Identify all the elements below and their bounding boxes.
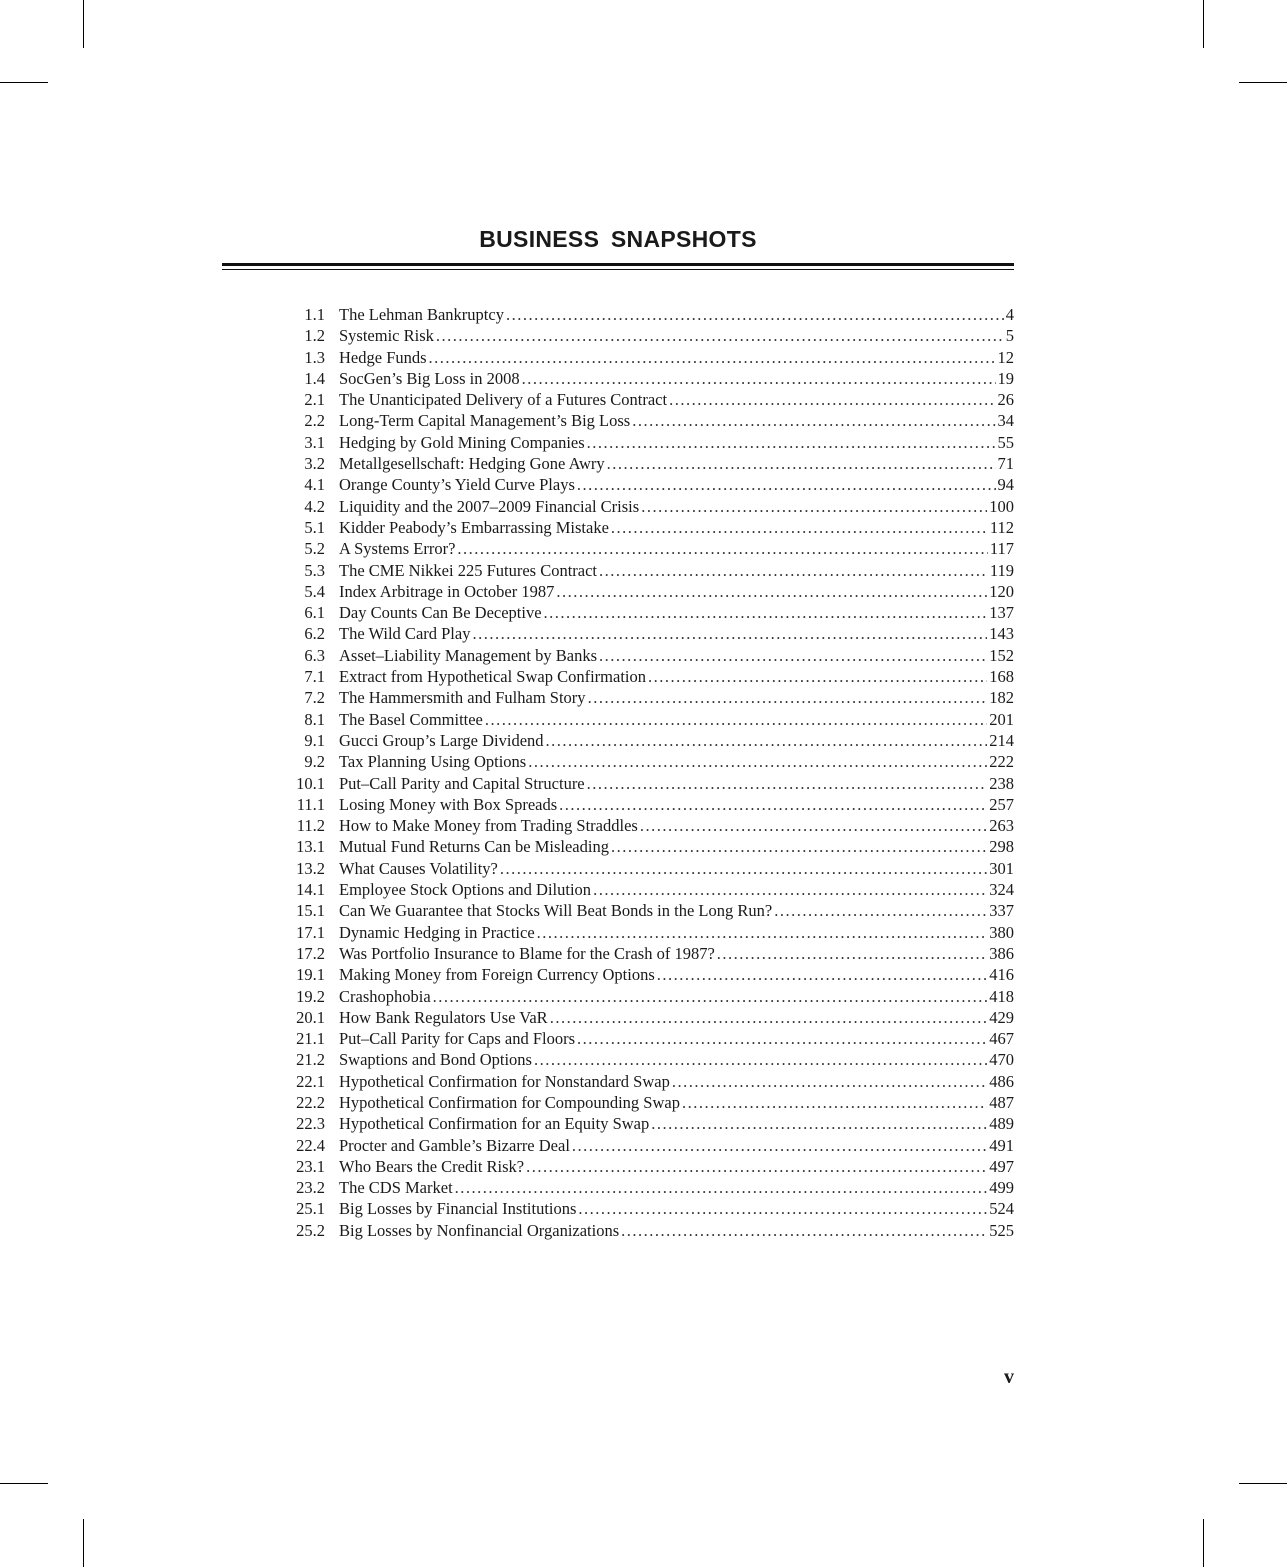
dot-leader <box>607 453 996 474</box>
entry-number: 13.2 <box>296 858 325 878</box>
dot-leader <box>588 687 988 708</box>
list-item[interactable] <box>282 410 1014 431</box>
snapshot-list <box>282 304 1014 1241</box>
dot-leader <box>537 922 988 943</box>
entry-number: 9.1 <box>304 730 325 750</box>
entry-title: Can We Guarantee that Stocks Will Beat Bonds in the Long Run? <box>339 901 773 921</box>
list-item[interactable] <box>282 794 1014 815</box>
entry-page-number: 117 <box>989 539 1014 559</box>
list-item[interactable] <box>282 943 1014 964</box>
entry-page-number: 301 <box>989 858 1014 878</box>
dot-leader <box>587 773 988 794</box>
dot-leader <box>672 1071 987 1092</box>
list-item[interactable] <box>282 1135 1014 1156</box>
dot-leader <box>528 751 987 772</box>
dot-leader <box>648 666 987 687</box>
title-rule-thin <box>222 269 1014 270</box>
dot-leader <box>774 900 987 921</box>
list-item[interactable] <box>282 368 1014 389</box>
entry-page-number: 470 <box>989 1050 1014 1070</box>
entry-title: The Unanticipated Delivery of a Futures Contract <box>339 390 668 410</box>
page-title: BUSINESS SNAPSHOTS <box>479 226 757 252</box>
entry-page-number: 112 <box>989 517 1014 537</box>
entry-title: Big Losses by Financial Institutions <box>339 1199 577 1219</box>
dot-leader <box>587 432 996 453</box>
dot-leader <box>651 1113 987 1134</box>
entry-page-number: 143 <box>989 624 1014 644</box>
entry-number: 3.2 <box>304 454 325 474</box>
list-item[interactable] <box>282 645 1014 666</box>
entry-number: 7.1 <box>304 667 325 687</box>
entry-number: 22.3 <box>296 1114 325 1134</box>
list-item[interactable] <box>282 815 1014 836</box>
entry-number: 25.1 <box>296 1199 325 1219</box>
entry-page-number: 34 <box>997 411 1014 431</box>
dot-leader <box>544 602 988 623</box>
list-item[interactable] <box>282 687 1014 708</box>
entry-title: Hedge Funds <box>339 347 427 367</box>
entry-title: Hedging by Gold Mining Companies <box>339 432 585 452</box>
entry-title: What Causes Volatility? <box>339 858 498 878</box>
entry-title: Hypothetical Confirmation for Nonstandard Swap <box>339 1071 670 1091</box>
dot-leader <box>522 368 996 389</box>
entry-number: 22.1 <box>296 1071 325 1091</box>
entry-title: Extract from Hypothetical Swap Confirmation <box>339 667 647 687</box>
dot-leader <box>506 304 1004 325</box>
list-item[interactable] <box>282 666 1014 687</box>
entry-number: 8.1 <box>304 709 325 729</box>
entry-number: 20.1 <box>296 1007 325 1027</box>
crop-mark-top-left-h <box>0 82 48 83</box>
entry-page-number: 416 <box>989 965 1014 985</box>
crop-mark-bottom-left-h <box>0 1483 48 1484</box>
entry-title: The Lehman Bankruptcy <box>339 305 504 324</box>
list-item[interactable] <box>282 751 1014 772</box>
dot-leader <box>577 474 996 495</box>
list-item[interactable] <box>282 432 1014 453</box>
list-item[interactable] <box>282 325 1014 346</box>
dot-leader <box>455 1177 988 1198</box>
page-folio: v <box>1004 1366 1014 1388</box>
list-item[interactable] <box>282 773 1014 794</box>
dot-leader <box>717 943 987 964</box>
entry-number: 5.4 <box>304 581 325 601</box>
entry-page-number: 120 <box>989 581 1014 601</box>
entry-page-number: 168 <box>989 667 1014 687</box>
entry-title: Losing Money with Box Spreads <box>339 794 558 814</box>
entry-number: 5.1 <box>304 517 325 537</box>
entry-number: 23.1 <box>296 1156 325 1176</box>
crop-mark-top-left <box>83 0 84 48</box>
list-item[interactable] <box>282 453 1014 474</box>
entry-number: 23.2 <box>296 1178 325 1198</box>
list-item[interactable] <box>282 389 1014 410</box>
entry-page-number: 298 <box>989 837 1014 857</box>
dot-leader <box>436 325 1004 346</box>
dot-leader <box>572 1135 987 1156</box>
entry-title: Kidder Peabody’s Embarrassing Mistake <box>339 517 609 537</box>
list-item[interactable] <box>282 730 1014 751</box>
list-item[interactable] <box>282 1071 1014 1092</box>
dot-leader <box>472 623 987 644</box>
dot-leader <box>599 560 988 581</box>
dot-leader <box>632 410 995 431</box>
entry-title: Metallgesellschaft: Hedging Gone Awry <box>339 454 605 474</box>
list-item[interactable] <box>282 1007 1014 1028</box>
entry-page-number: 467 <box>989 1029 1014 1049</box>
entry-title: Was Portfolio Insurance to Blame for the Crash of 1987? <box>339 943 715 963</box>
list-item[interactable] <box>282 581 1014 602</box>
dot-leader <box>534 1049 987 1070</box>
entry-title: Put–Call Parity for Caps and Floors <box>339 1029 576 1049</box>
entry-title: Day Counts Can Be Deceptive <box>339 603 542 623</box>
dot-leader <box>559 794 987 815</box>
entry-number: 6.1 <box>304 603 325 623</box>
entry-title: Long-Term Capital Management’s Big Loss <box>339 411 631 431</box>
entry-title: Index Arbitrage in October 1987 <box>339 581 555 601</box>
entry-number: 22.4 <box>296 1135 325 1155</box>
entry-page-number: 26 <box>997 390 1014 410</box>
list-item[interactable] <box>282 347 1014 368</box>
entry-title: Procter and Gamble’s Bizarre Deal <box>339 1135 570 1155</box>
entry-page-number: 19 <box>997 368 1014 388</box>
dot-leader <box>641 496 987 517</box>
entry-page-number: 263 <box>989 816 1014 836</box>
dot-leader <box>599 645 987 666</box>
entry-number: 13.1 <box>296 837 325 857</box>
dot-leader <box>457 538 987 559</box>
entry-title: Big Losses by Nonfinancial Organizations <box>339 1220 620 1240</box>
list-item[interactable] <box>282 602 1014 623</box>
entry-number: 17.1 <box>296 922 325 942</box>
entry-page-number: 324 <box>989 880 1014 900</box>
list-item[interactable] <box>282 474 1014 495</box>
dot-leader <box>485 709 987 730</box>
dot-leader <box>593 879 987 900</box>
entry-page-number: 137 <box>989 603 1014 623</box>
entry-title: How to Make Money from Trading Straddles <box>339 816 638 836</box>
entry-title: Hypothetical Confirmation for an Equity Swap <box>339 1114 650 1134</box>
entry-number: 19.1 <box>296 965 325 985</box>
dot-leader <box>577 1028 987 1049</box>
entry-number: 25.2 <box>296 1220 325 1240</box>
entry-title: A Systems Error? <box>339 539 456 559</box>
entry-page-number: 4 <box>1005 305 1014 324</box>
entry-page-number: 499 <box>989 1178 1014 1198</box>
entry-number: 6.2 <box>304 624 325 644</box>
dot-leader <box>611 517 988 538</box>
entry-page-number: 12 <box>997 347 1014 367</box>
entry-number: 7.2 <box>304 688 325 708</box>
dot-leader <box>429 347 996 368</box>
entry-title: Orange County’s Yield Curve Plays <box>339 475 575 495</box>
entry-title: Tax Planning Using Options <box>339 752 527 772</box>
entry-title: Liquidity and the 2007–2009 Financial Crisis <box>339 496 640 516</box>
entry-number: 1.2 <box>304 326 325 346</box>
entry-number: 15.1 <box>296 901 325 921</box>
list-item[interactable] <box>282 538 1014 559</box>
list-item[interactable] <box>282 900 1014 921</box>
entry-page-number: 380 <box>989 922 1014 942</box>
list-item[interactable] <box>282 1198 1014 1219</box>
entry-page-number: 5 <box>1005 326 1014 346</box>
entry-title: Put–Call Parity and Capital Structure <box>339 773 585 793</box>
list-item[interactable] <box>282 1220 1014 1241</box>
dot-leader <box>546 730 988 751</box>
entry-number: 11.1 <box>296 794 325 814</box>
list-item[interactable] <box>282 879 1014 900</box>
crop-mark-bottom-right <box>1203 1519 1204 1567</box>
entry-page-number: 201 <box>989 709 1014 729</box>
entry-number: 2.1 <box>304 390 325 410</box>
entry-page-number: 100 <box>989 496 1014 516</box>
entry-page-number: 525 <box>989 1220 1014 1240</box>
entry-title: The Basel Committee <box>339 709 483 729</box>
entry-title: The CME Nikkei 225 Futures Contract <box>339 560 598 580</box>
dot-leader <box>640 815 987 836</box>
entry-number: 14.1 <box>296 880 325 900</box>
entry-page-number: 182 <box>989 688 1014 708</box>
list-item[interactable] <box>282 1177 1014 1198</box>
entry-title: The Wild Card Play <box>339 624 471 644</box>
entry-page-number: 386 <box>989 943 1014 963</box>
entry-title: Crashophobia <box>339 986 431 1006</box>
dot-leader <box>500 858 987 879</box>
list-item[interactable] <box>282 922 1014 943</box>
entry-page-number: 119 <box>989 560 1014 580</box>
dot-leader <box>611 836 987 857</box>
crop-mark-bottom-left <box>83 1519 84 1567</box>
entry-number: 19.2 <box>296 986 325 1006</box>
title-rule-thick <box>222 263 1014 266</box>
entry-number: 5.2 <box>304 539 325 559</box>
entry-page-number: 497 <box>989 1156 1014 1176</box>
entry-title: Making Money from Foreign Currency Options <box>339 965 655 985</box>
entry-title: The CDS Market <box>339 1178 453 1198</box>
entry-number: 9.2 <box>304 752 325 772</box>
entry-title: How Bank Regulators Use VaR <box>339 1007 548 1027</box>
entry-page-number: 429 <box>989 1007 1014 1027</box>
entry-page-number: 337 <box>989 901 1014 921</box>
entry-number: 1.4 <box>304 368 325 388</box>
crop-mark-bottom-right-h <box>1239 1483 1287 1484</box>
dot-leader <box>526 1156 987 1177</box>
entry-number: 17.2 <box>296 943 325 963</box>
entry-number: 1.3 <box>304 347 325 367</box>
dot-leader <box>621 1220 987 1241</box>
entry-number: 1.1 <box>304 305 325 324</box>
list-item[interactable] <box>282 1092 1014 1113</box>
list-item[interactable] <box>282 709 1014 730</box>
entry-title: The Hammersmith and Fulham Story <box>339 688 586 708</box>
entry-page-number: 418 <box>989 986 1014 1006</box>
entry-page-number: 94 <box>997 475 1014 495</box>
list-item[interactable] <box>282 623 1014 644</box>
dot-leader <box>669 389 995 410</box>
list-item[interactable] <box>282 496 1014 517</box>
entry-number: 4.2 <box>304 496 325 516</box>
dot-leader <box>556 581 987 602</box>
entry-page-number: 71 <box>997 454 1014 474</box>
entry-number: 22.2 <box>296 1092 325 1112</box>
crop-mark-top-right-h <box>1239 82 1287 83</box>
list-item[interactable] <box>282 304 1014 325</box>
crop-mark-top-right <box>1203 0 1204 48</box>
entry-page-number: 524 <box>989 1199 1014 1219</box>
entry-page-number: 486 <box>989 1071 1014 1091</box>
entry-title: Gucci Group’s Large Dividend <box>339 730 544 750</box>
list-item[interactable] <box>282 1028 1014 1049</box>
entry-number: 21.2 <box>296 1050 325 1070</box>
entry-number: 6.3 <box>304 645 325 665</box>
entry-number: 5.3 <box>304 560 325 580</box>
list-item[interactable] <box>282 858 1014 879</box>
entry-page-number: 238 <box>989 773 1014 793</box>
dot-leader <box>578 1198 987 1219</box>
list-item[interactable] <box>282 986 1014 1007</box>
entry-title: Dynamic Hedging in Practice <box>339 922 535 942</box>
dot-leader <box>433 986 988 1007</box>
entry-number: 11.2 <box>296 816 325 836</box>
entry-number: 4.1 <box>304 475 325 495</box>
entry-title: Systemic Risk <box>339 326 434 346</box>
entry-title: SocGen’s Big Loss in 2008 <box>339 368 520 388</box>
entry-number: 10.1 <box>296 773 325 793</box>
entry-page-number: 222 <box>989 752 1014 772</box>
entry-title: Mutual Fund Returns Can be Misleading <box>339 837 609 857</box>
entry-title: Swaptions and Bond Options <box>339 1050 532 1070</box>
list-item[interactable] <box>282 517 1014 538</box>
list-item[interactable] <box>282 836 1014 857</box>
entry-page-number: 489 <box>989 1114 1014 1134</box>
entry-title: Who Bears the Credit Risk? <box>339 1156 525 1176</box>
entry-page-number: 152 <box>989 645 1014 665</box>
list-item[interactable] <box>282 1113 1014 1134</box>
list-item[interactable] <box>282 964 1014 985</box>
list-item[interactable] <box>282 560 1014 581</box>
dot-leader <box>550 1007 988 1028</box>
entry-number: 21.1 <box>296 1029 325 1049</box>
list-item[interactable] <box>282 1156 1014 1177</box>
entry-page-number: 214 <box>989 730 1014 750</box>
entry-page-number: 55 <box>997 432 1014 452</box>
list-item[interactable] <box>282 1049 1014 1070</box>
entry-title: Hypothetical Confirmation for Compounding Swap <box>339 1092 680 1112</box>
entry-number: 2.2 <box>304 411 325 431</box>
dot-leader <box>657 964 988 985</box>
entry-page-number: 491 <box>989 1135 1014 1155</box>
entry-title: Asset–Liability Management by Banks <box>339 645 597 665</box>
entry-title: Employee Stock Options and Dilution <box>339 880 592 900</box>
entry-page-number: 257 <box>989 794 1014 814</box>
entry-page-number: 487 <box>989 1092 1014 1112</box>
entry-number: 3.1 <box>304 432 325 452</box>
dot-leader <box>682 1092 987 1113</box>
